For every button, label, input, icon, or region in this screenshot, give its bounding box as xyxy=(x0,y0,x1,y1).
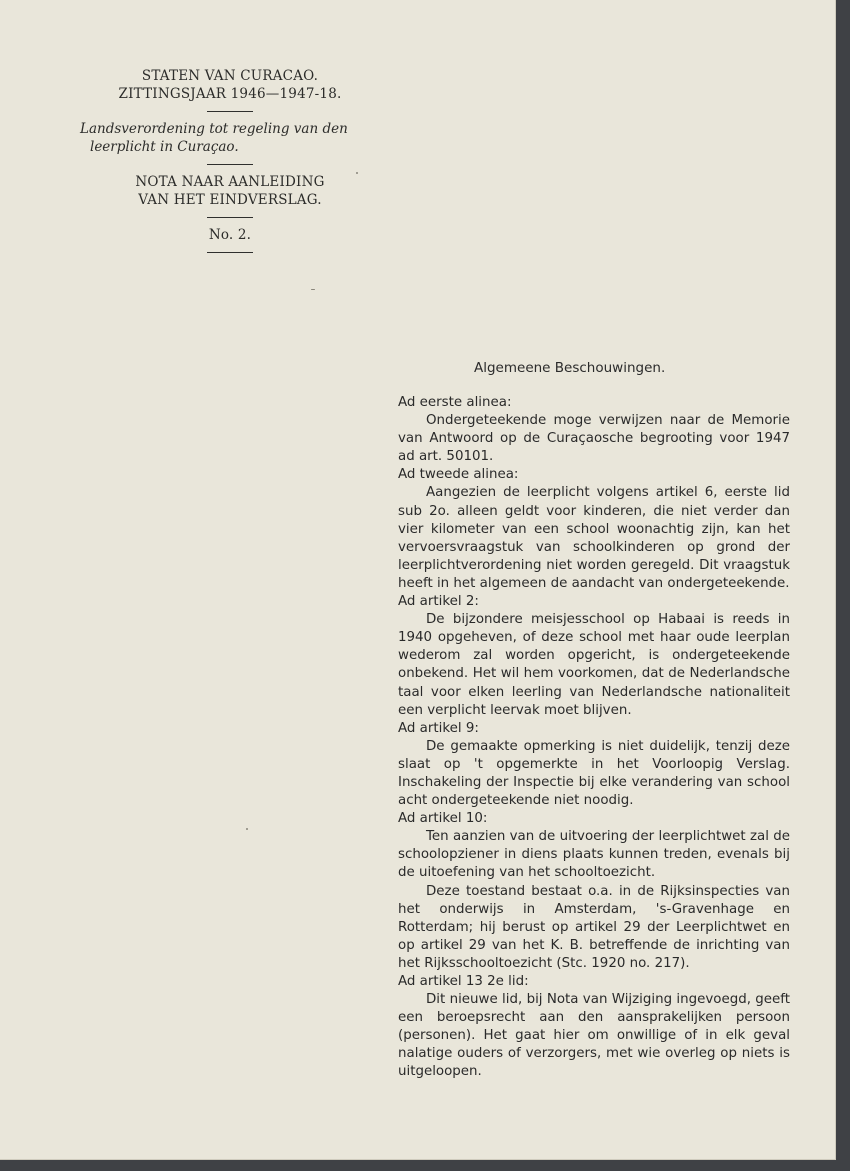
document-number: No. 2. xyxy=(208,227,252,243)
section-title: Algemeene Beschouwingen. xyxy=(474,360,666,376)
header-nota-line2: VAN HET EINDVERSLAG. xyxy=(138,192,322,208)
header-nota-line1: NOTA NAAR AANLEIDING xyxy=(135,174,325,190)
article-heading: Ad tweede alinea: xyxy=(398,467,519,483)
article-heading: Ad artikel 13 2e lid: xyxy=(398,974,529,989)
header-divider xyxy=(207,252,253,253)
article-heading: Ad artikel 2: xyxy=(398,594,479,610)
paper-speck xyxy=(311,289,315,290)
header-subject-line2: leerplicht in Curaçao. xyxy=(90,139,239,155)
article-heading: Ad artikel 10: xyxy=(398,811,488,827)
document-body xyxy=(398,394,790,1082)
paragraph: Ondergeteekende moge verwijzen naar de Memorie van Antwoord op de Curaçaosche begrooting voor 1947 ad art. 50101. xyxy=(398,413,790,465)
article-heading: Ad eerste alinea: xyxy=(398,395,512,410)
paragraph: Aangezien de leerplicht volgens artikel 6, eerste lid sub 2o. alleen geldt voor kinderen, die niet verder dan vier kilometer van een school woonachtig zijn, kan het vervoersvraagstuk van schoolkinderen op grond der leerplichtverordening niet worden geregeld. Dit vraagstuk heeft in het algemeen de aandacht van ondergeteekende. xyxy=(398,485,790,591)
header-subject xyxy=(80,120,380,156)
header-divider xyxy=(207,164,253,165)
paper-speck xyxy=(246,828,248,830)
header-subject-line1: Landsverordening tot regeling van den xyxy=(80,121,348,137)
header-divider xyxy=(207,111,253,112)
header-title: STATEN VAN CURACAO. xyxy=(141,68,319,84)
header-divider xyxy=(207,217,253,218)
article-heading: Ad artikel 9: xyxy=(398,720,479,736)
paragraph: De gemaakte opmerking is niet duidelijk, tenzij deze slaat op 't opgemerkte in het Voorloopig Verslag. Inschakeling der Inspectie bij elke verandering van school acht ondergeteekende niet noodig. xyxy=(398,738,790,809)
document-header xyxy=(80,67,380,261)
paragraph: Deze toestand bestaat o.a. in de Rijksinspecties van het onderwijs in Amsterdam, 's-Gravenhage en Rotterdam; hij berust op artikel 29 der Leerplichtwet en op artikel 29 van het K. B. betreffende de inrichting van het Rijksschooltoezicht (Stc. 1920 no. 217). xyxy=(398,883,790,971)
paragraph: Ten aanzien van de uitvoering der leerplichtwet zal de schoolopziener in diens plaats kunnen treden, evenals bij de uitoefening van het schooltoezicht. xyxy=(398,829,790,881)
paragraph: Dit nieuwe lid, bij Nota van Wijziging ingevoegd, geeft een beroepsrecht aan den aansprakelijken persoon (personen). Het gaat hier om onwillige of in elk geval nalatige ouders of verzorgers, met wie overleg op niets is uitgeloopen. xyxy=(398,992,790,1080)
paper-speck xyxy=(356,172,358,174)
paragraph: De bijzondere meisjesschool op Habaai is reeds in 1940 opgeheven, of deze school met haar oude leerplan wederom zal worden opgericht, is ondergeteekende onbekend. Het wil hem voorkomen, dat de Nederlandsche taal voor elken leerling van Nederlandsche nationaliteit een verplicht leervak moet blijven. xyxy=(398,612,790,718)
header-session-year: ZITTINGSJAAR 1946—1947-18. xyxy=(118,86,342,102)
